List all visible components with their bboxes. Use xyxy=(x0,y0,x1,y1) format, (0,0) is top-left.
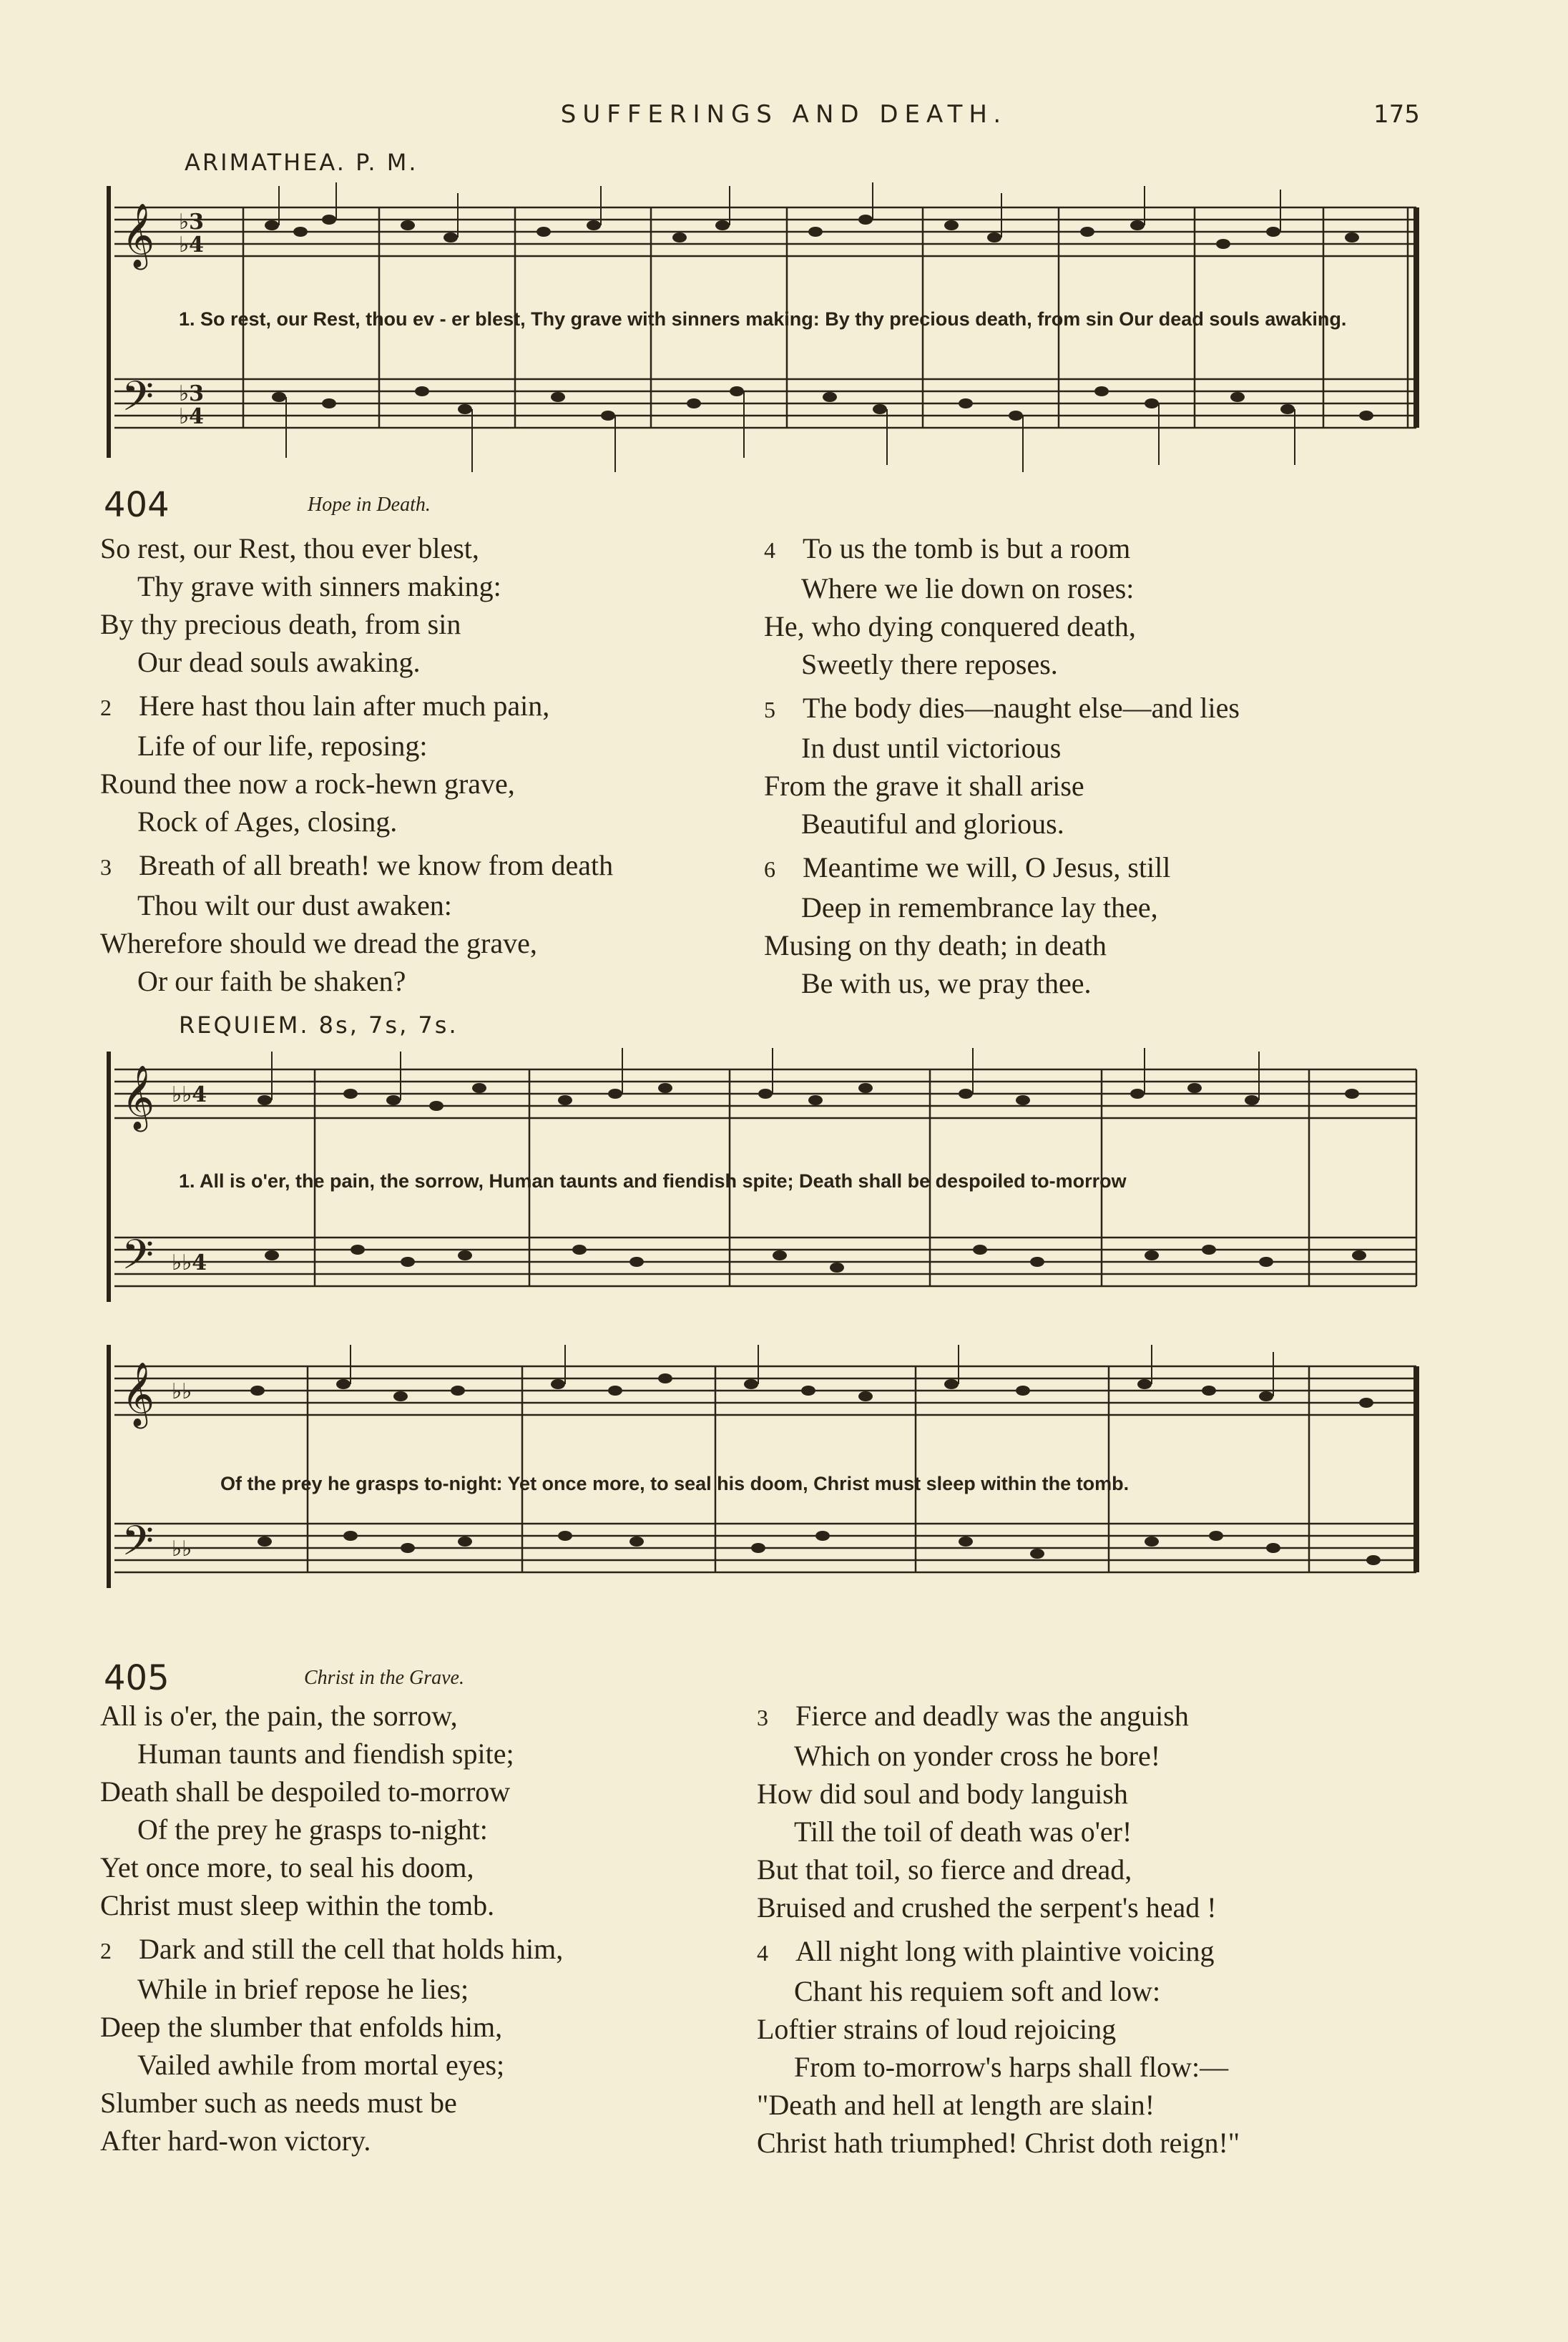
requiem-staves xyxy=(114,1069,1416,1572)
hymn-number-404: 404 xyxy=(104,485,170,525)
verse-line: Vailed awhile from mortal eyes; xyxy=(137,2049,505,2081)
verse-line: Of the prey he grasps to-night: xyxy=(137,1813,488,1846)
stanza-number: 3 xyxy=(100,854,112,880)
verse-line: Death shall be despoiled to-morrow xyxy=(100,1775,511,1808)
svg-text:♭♭4: ♭♭4 xyxy=(172,1082,207,1107)
verse-line: Our dead souls awaking. xyxy=(137,646,421,678)
stanza-number: 3 xyxy=(757,1705,768,1730)
verse-line: "Death and hell at length are slain! xyxy=(757,2089,1155,2121)
verse-line: Musing on thy death; in death xyxy=(764,929,1107,961)
stanza-405-2 xyxy=(100,1930,758,2160)
verse-line: Which on yonder cross he bore! xyxy=(794,1740,1161,1772)
svg-text:𝄞: 𝄞 xyxy=(122,203,155,268)
stanza-405-1 xyxy=(100,1697,758,1924)
verse-line: Where we lie down on roses: xyxy=(801,572,1135,604)
svg-text:♭4: ♭4 xyxy=(179,404,205,429)
tune-name-arimathea: ARIMATHEA. P. M. xyxy=(185,149,418,176)
verse-line: From to-morrow's harps shall flow:— xyxy=(794,2051,1229,2083)
verse-line: Dark and still the cell that holds him, xyxy=(139,1933,564,1965)
verse-line: Here hast thou lain after much pain, xyxy=(139,690,550,722)
requiem-barlines xyxy=(308,1069,1416,1572)
stanza-number: 6 xyxy=(764,856,775,882)
music-score-arimathea xyxy=(93,172,1431,486)
svg-text:𝄢: 𝄢 xyxy=(122,1517,155,1575)
verse-line: Christ hath triumphed! Christ doth reign!" xyxy=(757,2127,1240,2159)
hymn404-right-column xyxy=(764,529,1479,1008)
verse-line: Thy grave with sinners making: xyxy=(137,570,501,602)
verse-line: Yet once more, to seal his doom, xyxy=(100,1851,474,1883)
treble-staff-1 xyxy=(114,207,1416,256)
verse-line: The body dies—naught else—and lies xyxy=(803,692,1240,724)
bass-staff-1 xyxy=(114,379,1416,428)
stanza-404-2 xyxy=(100,687,758,841)
music-score-requiem xyxy=(93,1037,1431,1638)
stanza-405-3 xyxy=(757,1697,1486,1926)
running-head: SUFFERINGS AND DEATH. xyxy=(560,100,1008,129)
svg-text:♭♭: ♭♭ xyxy=(172,1537,192,1562)
svg-text:♭4: ♭4 xyxy=(179,232,205,258)
verse-line: Or our faith be shaken? xyxy=(137,965,406,997)
hymn-subtitle-404: Hope in Death. xyxy=(308,494,431,516)
svg-text:𝄞: 𝄞 xyxy=(122,1362,155,1426)
hymn404-left-column xyxy=(100,529,758,1006)
verse-line: All night long with plaintive voicing xyxy=(795,1935,1215,1967)
verse-line: Life of our life, reposing: xyxy=(137,730,428,762)
svg-text:𝄢: 𝄢 xyxy=(122,372,155,431)
verse-line: Till the toil of death was o'er! xyxy=(794,1816,1132,1848)
verse-line: Slumber such as needs must be xyxy=(100,2087,457,2119)
verse-line: Sweetly there reposes. xyxy=(801,648,1058,680)
lyric-requiem-1: 1. All is o'er, the pain, the sorrow, Human taunts and fiendish spite; Death shall be despoiled to-morrow xyxy=(179,1170,1127,1192)
verse-line: Christ must sleep within the tomb. xyxy=(100,1889,495,1921)
stanza-404-1 xyxy=(100,529,758,681)
requiem-stems xyxy=(272,1048,1273,1396)
verse-line: Meantime we will, O Jesus, still xyxy=(803,851,1171,883)
verse-line: Loftier strains of loud rejoicing xyxy=(757,2013,1117,2045)
hymn405-left-column xyxy=(100,1697,758,2165)
svg-text:𝄞: 𝄞 xyxy=(122,1065,155,1130)
verse-line: Deep in remembrance lay thee, xyxy=(801,891,1158,923)
stanza-number: 2 xyxy=(100,695,112,720)
svg-text:♭♭4: ♭♭4 xyxy=(172,1250,207,1275)
verse-line: Deep the slumber that enfolds him, xyxy=(100,2011,503,2043)
stanza-404-4 xyxy=(764,529,1479,683)
verse-line: While in brief repose he lies; xyxy=(137,1973,469,2005)
stanza-number: 4 xyxy=(757,1940,768,1966)
stanza-number: 4 xyxy=(764,537,775,563)
svg-text:𝄢: 𝄢 xyxy=(122,1230,155,1289)
verse-line: Bruised and crushed the serpent's head ! xyxy=(757,1891,1217,1924)
stanza-404-3 xyxy=(100,846,758,1000)
lyric-requiem-2: Of the prey he grasps to-night: Yet once more, to seal his doom, Christ must sleep within the tomb. xyxy=(220,1473,1130,1494)
verse-line: Chant his requiem soft and low: xyxy=(794,1975,1161,2007)
svg-text:♭♭: ♭♭ xyxy=(172,1379,192,1404)
stanza-404-6 xyxy=(764,848,1479,1002)
verse-line: Wherefore should we dread the grave, xyxy=(100,927,537,959)
verse-line: In dust until victorious xyxy=(801,732,1062,764)
verse-line: Fierce and deadly was the anguish xyxy=(795,1700,1189,1732)
verse-line: After hard-won victory. xyxy=(100,2125,371,2157)
page-number: 175 xyxy=(1373,100,1420,129)
stanza-number: 2 xyxy=(100,1938,112,1964)
verse-line: Human taunts and fiendish spite; xyxy=(137,1738,514,1770)
stanza-404-5 xyxy=(764,689,1479,843)
hymn405-right-column xyxy=(757,1697,1486,2167)
verse-line: Breath of all breath! we know from death xyxy=(139,849,614,881)
hymn-number-405: 405 xyxy=(104,1658,170,1698)
lyric-tune1: 1. So rest, our Rest, thou ev - er blest, Thy grave with sinners making: By thy precious death, from sin Our dead souls awaking. xyxy=(179,308,1347,330)
verse-line: He, who dying conquered death, xyxy=(764,610,1136,642)
verse-line: Beautiful and glorious. xyxy=(801,808,1064,840)
hymn-subtitle-405: Christ in the Grave. xyxy=(304,1667,464,1689)
svg-text:♭3: ♭3 xyxy=(179,210,205,235)
verse-line: So rest, our Rest, thou ever blest, xyxy=(100,532,479,564)
tune-name-requiem: REQUIEM. 8s, 7s, 7s. xyxy=(179,1011,459,1039)
verse-line: All is o'er, the pain, the sorrow, xyxy=(100,1700,458,1732)
verse-line: How did soul and body languish xyxy=(757,1778,1128,1810)
verse-line: Rock of Ages, closing. xyxy=(137,805,398,838)
verse-line: Be with us, we pray thee. xyxy=(801,967,1092,999)
verse-line: Thou wilt our dust awaken: xyxy=(137,889,452,921)
svg-text:♭3: ♭3 xyxy=(179,381,205,406)
stanza-number: 5 xyxy=(764,697,775,722)
stanza-405-4 xyxy=(757,1932,1486,2162)
verse-line: But that toil, so fierce and dread, xyxy=(757,1853,1132,1886)
verse-line: Round thee now a rock-hewn grave, xyxy=(100,768,515,800)
verse-line: To us the tomb is but a room xyxy=(803,532,1131,564)
verse-line: From the grave it shall arise xyxy=(764,770,1084,802)
verse-line: By thy precious death, from sin xyxy=(100,608,461,640)
